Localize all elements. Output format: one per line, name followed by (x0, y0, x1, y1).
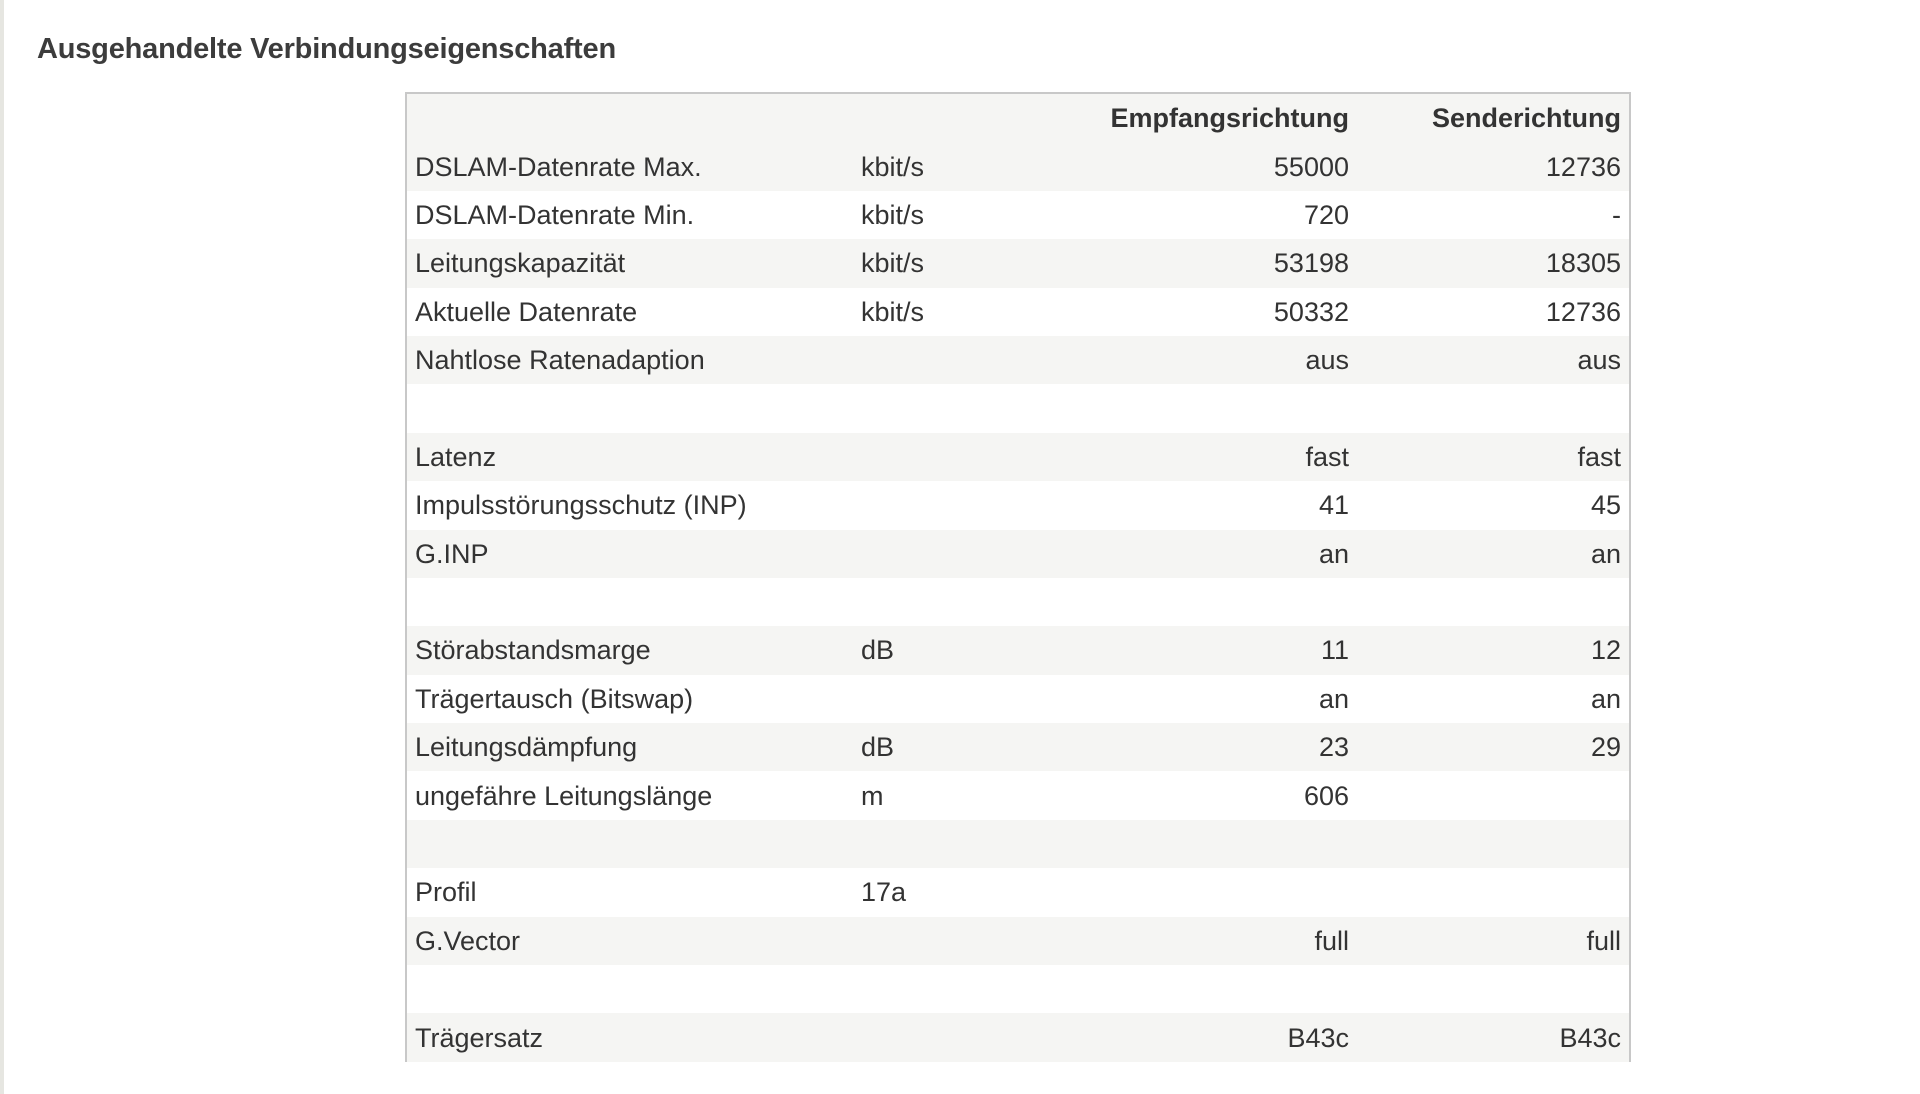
connection-properties-table (405, 92, 1631, 1062)
row-unit: 17a (853, 868, 1063, 916)
row-unit: m (853, 771, 1063, 819)
row-receive-value (1063, 820, 1357, 868)
row-label (407, 965, 853, 1013)
row-send-value (1357, 384, 1629, 432)
row-label: Störabstandsmarge (407, 626, 853, 674)
table-row (407, 868, 1629, 916)
row-send-value: 12 (1357, 626, 1629, 674)
row-unit (853, 336, 1063, 384)
row-send-value (1357, 578, 1629, 626)
row-unit: dB (853, 723, 1063, 771)
row-send-value: fast (1357, 433, 1629, 481)
header-label (407, 94, 853, 142)
row-send-value (1357, 965, 1629, 1013)
row-send-value: 12736 (1357, 142, 1629, 190)
spacer-row (407, 965, 1629, 1013)
row-send-value: - (1357, 191, 1629, 239)
row-label: Profil (407, 868, 853, 916)
row-label: Nahtlose Ratenadaption (407, 336, 853, 384)
row-unit (853, 965, 1063, 1013)
row-send-value: an (1357, 675, 1629, 723)
row-unit: kbit/s (853, 239, 1063, 287)
row-receive-value (1063, 384, 1357, 432)
row-send-value: aus (1357, 336, 1629, 384)
row-receive-value: 50332 (1063, 288, 1357, 336)
table-row (407, 723, 1629, 771)
row-unit (853, 433, 1063, 481)
row-receive-value: 11 (1063, 626, 1357, 674)
row-receive-value (1063, 578, 1357, 626)
row-label (407, 578, 853, 626)
row-unit (853, 917, 1063, 965)
table-row (407, 530, 1629, 578)
table-row (407, 142, 1629, 190)
table-header-row (407, 94, 1629, 142)
row-label: DSLAM-Datenrate Max. (407, 142, 853, 190)
row-label (407, 820, 853, 868)
row-label: Aktuelle Datenrate (407, 288, 853, 336)
table-row (407, 239, 1629, 287)
row-label: Leitungskapazität (407, 239, 853, 287)
section-title: Ausgehandelte Verbindungseigenschaften (37, 33, 616, 65)
row-label: G.Vector (407, 917, 853, 965)
properties-table (407, 94, 1629, 1062)
header-unit (853, 94, 1063, 142)
row-label: Trägersatz (407, 1013, 853, 1061)
table-row (407, 191, 1629, 239)
table-row (407, 336, 1629, 384)
row-receive-value: an (1063, 530, 1357, 578)
row-send-value (1357, 820, 1629, 868)
row-unit (853, 1013, 1063, 1061)
row-label: Leitungsdämpfung (407, 723, 853, 771)
table-row (407, 771, 1629, 819)
row-receive-value: fast (1063, 433, 1357, 481)
row-label: ungefähre Leitungslänge (407, 771, 853, 819)
row-label: DSLAM-Datenrate Min. (407, 191, 853, 239)
row-send-value: B43c (1357, 1013, 1629, 1061)
row-unit (853, 384, 1063, 432)
table-row (407, 481, 1629, 529)
table-row (407, 288, 1629, 336)
row-send-value: full (1357, 917, 1629, 965)
row-label: Trägertausch (Bitswap) (407, 675, 853, 723)
row-send-value: 12736 (1357, 288, 1629, 336)
row-receive-value: B43c (1063, 1013, 1357, 1061)
left-edge-border (0, 0, 4, 1094)
row-send-value (1357, 771, 1629, 819)
row-label: G.INP (407, 530, 853, 578)
row-receive-value: full (1063, 917, 1357, 965)
spacer-row (407, 820, 1629, 868)
spacer-row (407, 578, 1629, 626)
row-receive-value (1063, 868, 1357, 916)
row-label: Latenz (407, 433, 853, 481)
row-receive-value: an (1063, 675, 1357, 723)
row-unit (853, 675, 1063, 723)
row-unit: dB (853, 626, 1063, 674)
row-receive-value (1063, 965, 1357, 1013)
row-unit: kbit/s (853, 191, 1063, 239)
row-unit (853, 530, 1063, 578)
row-receive-value: 53198 (1063, 239, 1357, 287)
row-receive-value: 606 (1063, 771, 1357, 819)
row-receive-value: 720 (1063, 191, 1357, 239)
spacer-row (407, 384, 1629, 432)
table-row (407, 675, 1629, 723)
header-receive-direction: Empfangsrichtung (1063, 94, 1357, 142)
row-send-value: 18305 (1357, 239, 1629, 287)
row-unit: kbit/s (853, 142, 1063, 190)
row-unit (853, 578, 1063, 626)
row-send-value (1357, 868, 1629, 916)
row-send-value: 45 (1357, 481, 1629, 529)
row-send-value: an (1357, 530, 1629, 578)
table-row (407, 626, 1629, 674)
row-unit (853, 481, 1063, 529)
table-row (407, 917, 1629, 965)
row-label (407, 384, 853, 432)
table-row (407, 1013, 1629, 1061)
table-row (407, 433, 1629, 481)
row-receive-value: 23 (1063, 723, 1357, 771)
row-label: Impulsstörungsschutz (INP) (407, 481, 853, 529)
row-unit (853, 820, 1063, 868)
row-receive-value: aus (1063, 336, 1357, 384)
row-send-value: 29 (1357, 723, 1629, 771)
row-receive-value: 55000 (1063, 142, 1357, 190)
row-unit: kbit/s (853, 288, 1063, 336)
header-send-direction: Senderichtung (1357, 94, 1629, 142)
row-receive-value: 41 (1063, 481, 1357, 529)
